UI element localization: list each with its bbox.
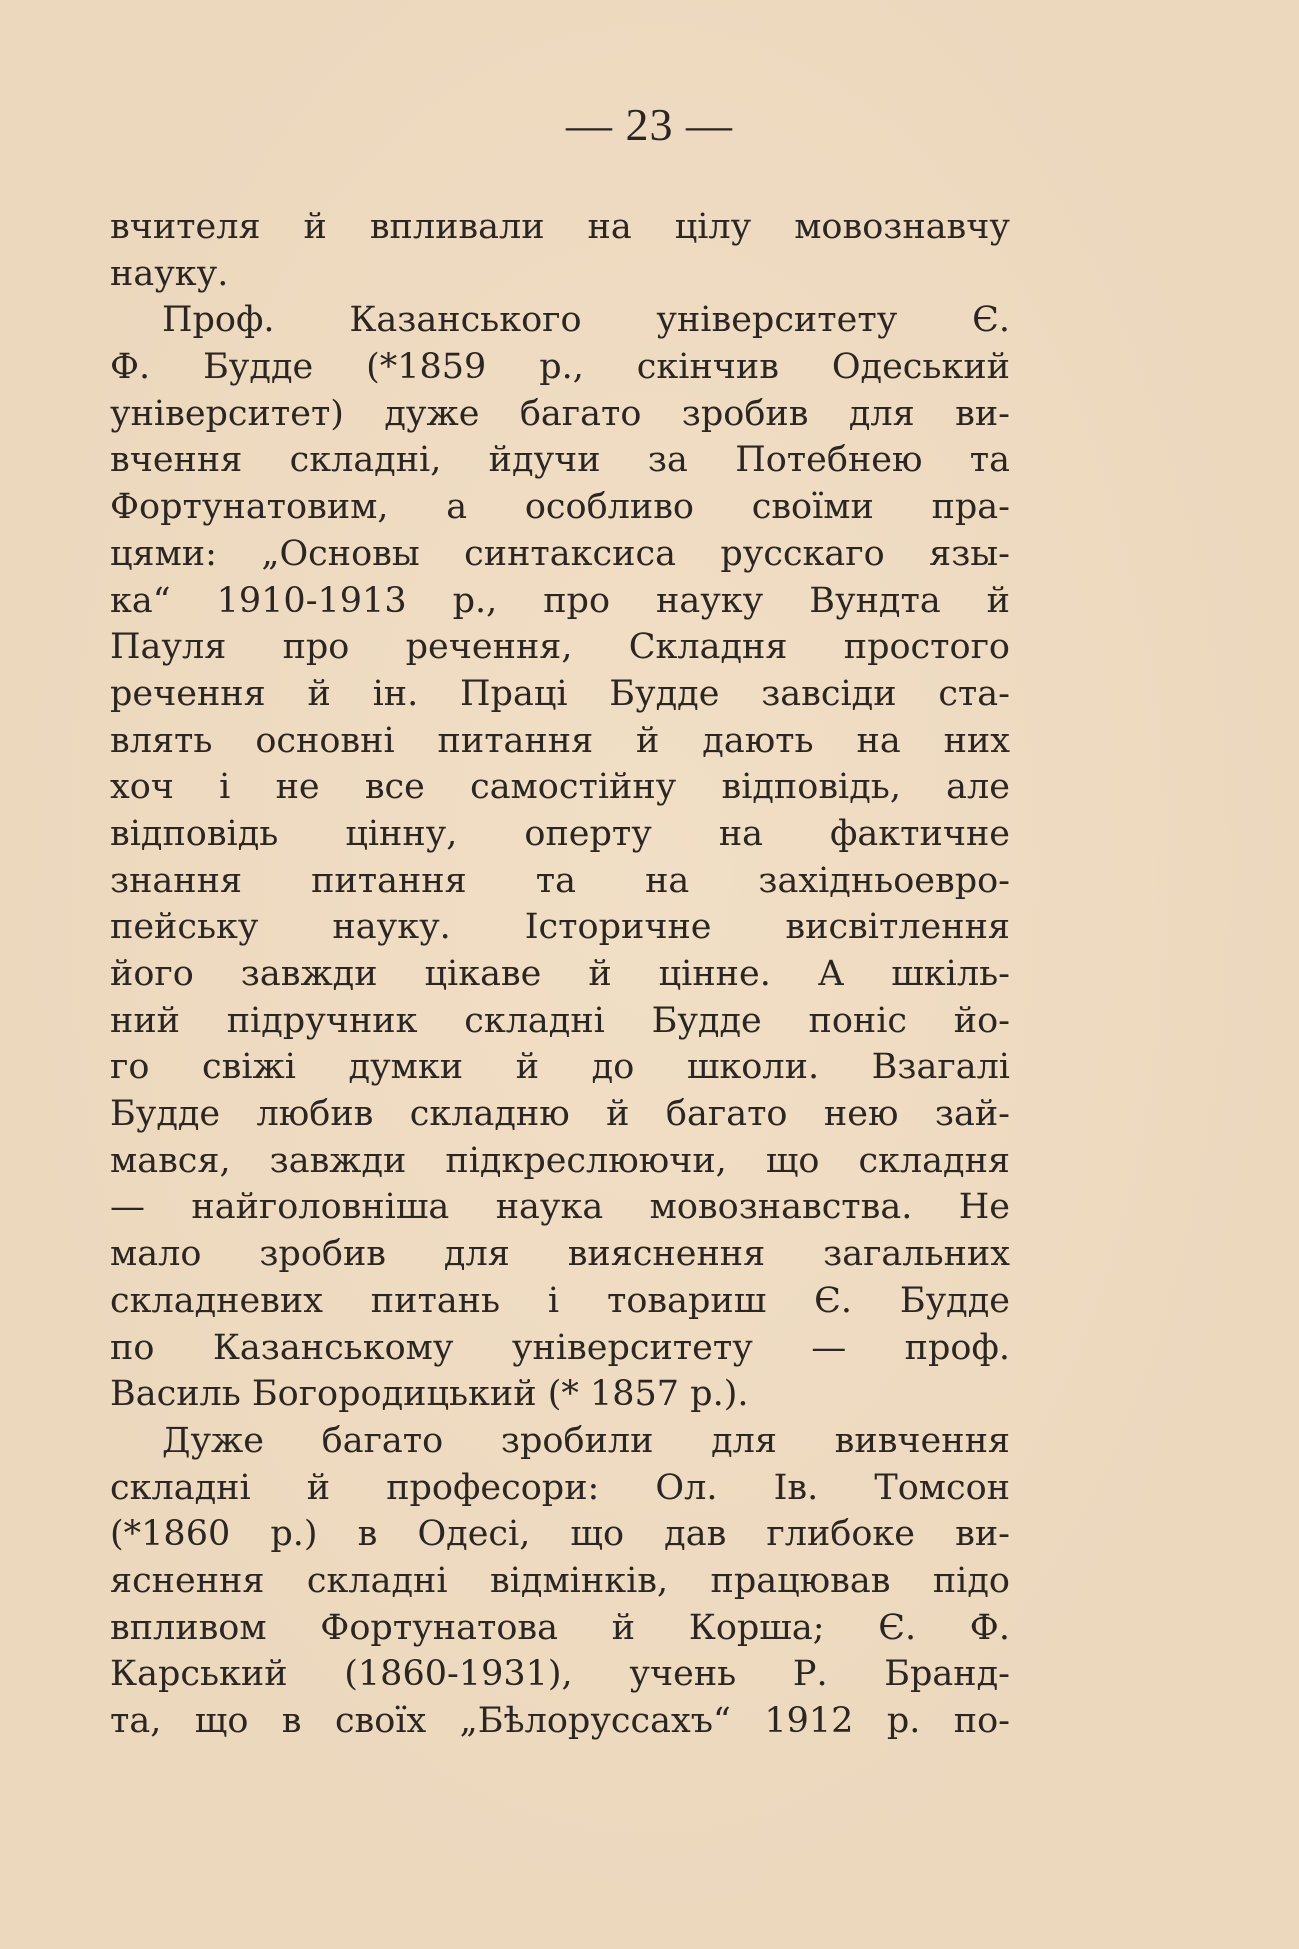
text-line: його завжди цікаве й цінне. А шкіль- [110, 954, 1010, 994]
text-line: мало зробив для вияснення загальних [110, 1234, 1010, 1275]
text-line: яснення складні відмінків, працював підо [110, 1560, 1010, 1601]
text-line: пейську науку. Історичне висвітлення [110, 907, 1010, 948]
text-line: впливом Фортунатова й Корша; Є. Ф. [110, 1607, 1010, 1648]
text-line: Проф. Казанського університету Є. [162, 300, 1010, 341]
text-line: Пауля про речення, Складня простого [110, 627, 1010, 668]
text-line: вчення складні, йдучи за Потебнею та [110, 440, 1010, 481]
text-line: ка“ 1910-1913 р., про науку Вундта й [110, 580, 1010, 621]
text-line: влять основні питання й дають на них [110, 720, 1010, 761]
text-line: знання питання та на західньоевро- [110, 860, 1010, 901]
text-line: складні й професори: Ол. Ів. Томсон [110, 1467, 1010, 1508]
text-line: складневих питань і товариш Є. Будде [110, 1280, 1010, 1321]
body-text [110, 204, 1010, 1745]
text-line: університет) дуже багато зробив для ви- [110, 393, 1010, 434]
text-line: та, що в своїх „Бѣлоруссахъ“ 1912 р. по- [110, 1701, 1010, 1741]
text-line: Карський (1860-1931), учень Р. Бранд- [110, 1654, 1010, 1695]
text-line: по Казанському університету — проф. [110, 1327, 1010, 1368]
text-line: відповідь цінну, оперту на фактичне [110, 813, 1010, 854]
text-line: цями: „Основы синтаксиса русскаго язы- [110, 533, 1010, 574]
text-line: го свіжі думки й до школи. Взагалі [110, 1047, 1010, 1088]
page-number: — 23 — [566, 99, 733, 150]
text-line: (*1860 р.) в Одесі, що дав глибоке ви- [110, 1514, 1010, 1555]
text-line: Василь Богородицький (* 1857 р.). [110, 1374, 749, 1415]
text-line: Ф. Будде (*1859 р., скінчив Одеський [110, 347, 1010, 388]
text-line: мався, завжди підкреслюючи, що складня [110, 1140, 1010, 1181]
text-line: речення й ін. Праці Будде завсіди ста- [110, 673, 1010, 714]
text-line: Будде любив складню й багато нею зай- [110, 1094, 1010, 1135]
text-line: — найголовніша наука мовознавства. Не [110, 1187, 1010, 1228]
text-line: вчителя й впливали на цілу мовознавчу [110, 207, 1010, 247]
text-line: Дуже багато зробили для вивчення [162, 1420, 1010, 1461]
text-line: хоч і не все самостійну відповідь, але [110, 767, 1010, 808]
text-line: Фортунатовим, а особливо своїми пра- [110, 487, 1010, 528]
text-line: науку. [110, 253, 229, 294]
text-line: ний підручник складні Будде поніс йо- [110, 1000, 1010, 1041]
